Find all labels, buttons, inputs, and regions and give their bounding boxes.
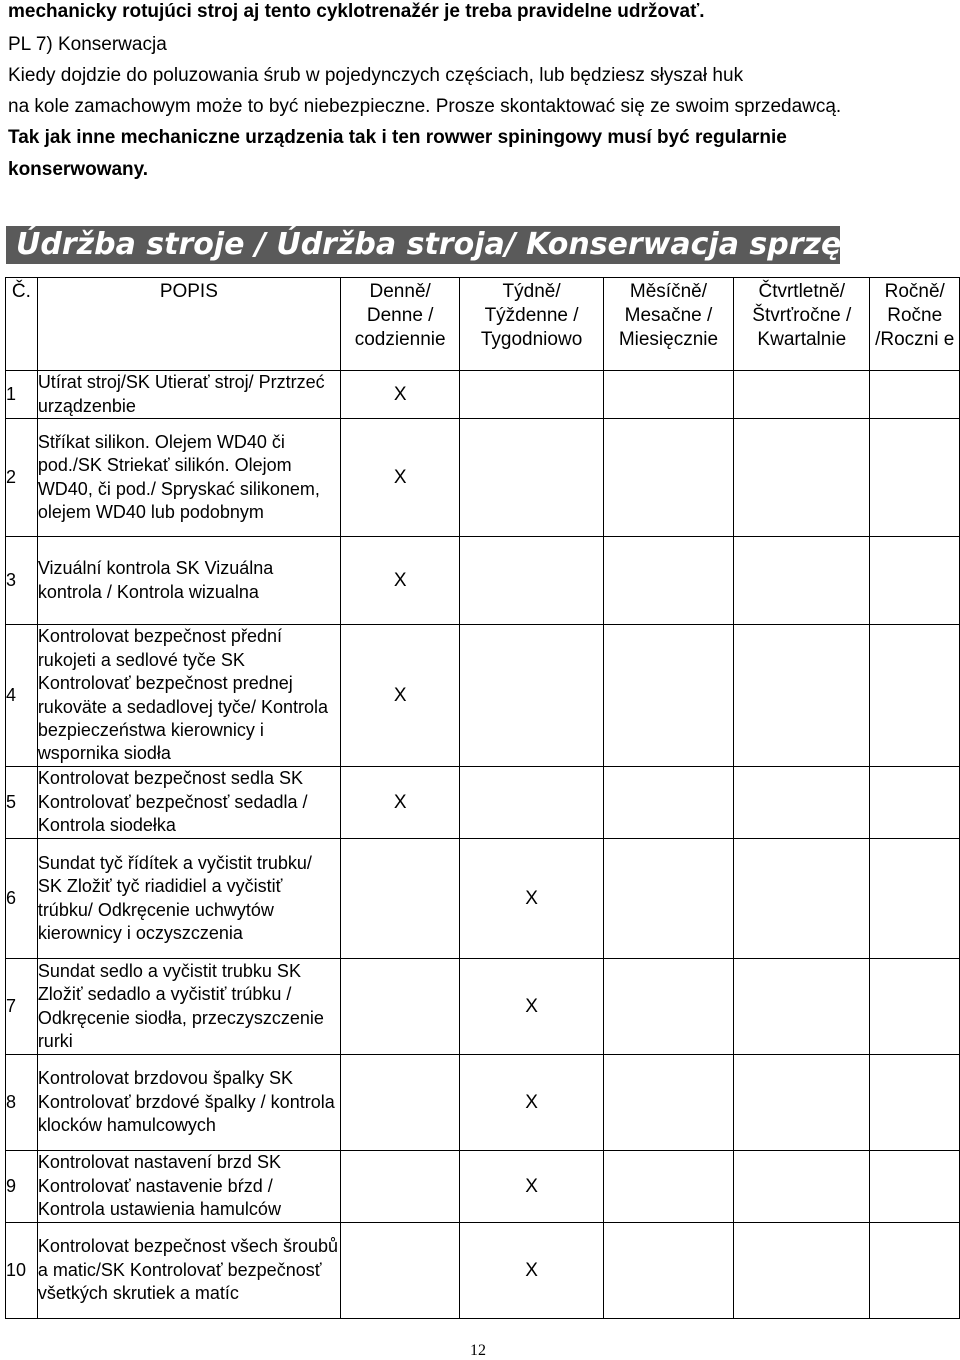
weekly-mark: X <box>460 1055 603 1151</box>
row-description: Stříkat silikon. Olejem WD40 či pod./SK Striekať silikón. Olejom WD40, či pod./ Spryskać silikonem, olejem WD40 lub podobnym <box>37 419 340 537</box>
monthly-mark <box>603 1055 733 1151</box>
header-monthly: Měsíčně/ Mesačne / Miesięcznie <box>603 278 733 371</box>
intro-line-3: Kiedy dojdzie do poluzowania śrub w pojedynczych częściach, lub będziesz słyszał huk <box>8 65 744 86</box>
weekly-mark: X <box>460 1151 603 1223</box>
weekly-mark <box>460 767 603 839</box>
monthly-mark <box>603 371 733 419</box>
yearly-mark <box>870 625 960 767</box>
header-number: Č. <box>6 278 38 371</box>
row-number: 7 <box>6 959 38 1055</box>
monthly-mark <box>603 419 733 537</box>
table-row <box>6 767 960 839</box>
table-row <box>6 371 960 419</box>
monthly-mark <box>603 767 733 839</box>
row-description: Sundat tyč řídítek a vyčistit trubku/ SK Zložiť tyč riadidiel a vyčistiť trúbku/ Odkręcenie uchwytów kierownicy i oczyszczenia <box>37 839 340 959</box>
table-row <box>6 419 960 537</box>
quarterly-mark <box>734 767 870 839</box>
monthly-mark <box>603 839 733 959</box>
weekly-mark: X <box>460 959 603 1055</box>
row-description: Sundat sedlo a vyčistit trubku SK Zložiť sedadlo a vyčistiť trúbku / Odkręcenie siodła, przeczyszczenie rurki <box>37 959 340 1055</box>
quarterly-mark <box>734 537 870 625</box>
header-description: POPIS <box>37 278 340 371</box>
row-number: 1 <box>6 371 38 419</box>
monthly-mark <box>603 537 733 625</box>
header-yearly: Ročně/ Ročne /Roczni e <box>870 278 960 371</box>
table-row <box>6 839 960 959</box>
row-number: 5 <box>6 767 38 839</box>
daily-mark <box>340 959 460 1055</box>
daily-mark: X <box>340 419 460 537</box>
row-description: Kontrolovat brzdovou špalky SK Kontrolovať brzdové špalky / kontrola klocków hamulcowych <box>37 1055 340 1151</box>
row-description: Kontrolovat nastavení brzd SK Kontrolovať nastavenie bŕzd / Kontrola ustawienia hamulców <box>37 1151 340 1223</box>
yearly-mark <box>870 419 960 537</box>
row-description: Kontrolovat bezpečnost sedla SK Kontrolovať bezpečnosť sedadla / Kontrola siodełka <box>37 767 340 839</box>
monthly-mark <box>603 1223 733 1319</box>
table-row <box>6 1223 960 1319</box>
table-row <box>6 625 960 767</box>
weekly-mark: X <box>460 839 603 959</box>
monthly-mark <box>603 959 733 1055</box>
row-description: Kontrolovat bezpečnost všech šroubů a matic/SK Kontrolovať bezpečnosť všetkých skrutiek a matíc <box>37 1223 340 1319</box>
yearly-mark <box>870 767 960 839</box>
header-daily: Denně/ Denne / codziennie <box>340 278 460 371</box>
row-number: 3 <box>6 537 38 625</box>
quarterly-mark <box>734 625 870 767</box>
daily-mark <box>340 1151 460 1223</box>
yearly-mark <box>870 1223 960 1319</box>
monthly-mark <box>603 625 733 767</box>
weekly-mark <box>460 419 603 537</box>
header-quarterly: Čtvrtletně/ Štvrťročne / Kwartalnie <box>734 278 870 371</box>
yearly-mark <box>870 537 960 625</box>
row-number: 2 <box>6 419 38 537</box>
yearly-mark <box>870 1151 960 1223</box>
intro-line-5: Tak jak inne mechaniczne urządzenia tak i ten rowwer spiningowy musí być regularnie <box>8 127 787 148</box>
section-banner <box>6 226 878 264</box>
intro-line-6: konserwowany. <box>8 159 149 180</box>
intro-line-2: PL 7) Konserwacja <box>8 34 167 55</box>
weekly-mark: X <box>460 1223 603 1319</box>
quarterly-mark <box>734 371 870 419</box>
row-description: Vizuální kontrola SK Vizuálna kontrola / Kontrola wizualna <box>37 537 340 625</box>
table-row <box>6 537 960 625</box>
monthly-mark <box>603 1151 733 1223</box>
table-row <box>6 1151 960 1223</box>
row-description: Utírat stroj/SK Utierať stroj/ Prztrzeć urządzenbie <box>37 371 340 419</box>
table-row <box>6 959 960 1055</box>
yearly-mark <box>870 1055 960 1151</box>
quarterly-mark <box>734 1151 870 1223</box>
quarterly-mark <box>734 1055 870 1151</box>
daily-mark <box>340 839 460 959</box>
header-weekly: Týdně/ Týždenne / Tygodniowo <box>460 278 603 371</box>
row-description: Kontrolovat bezpečnost přední rukojeti a sedlové tyče SK Kontrolovať bezpečnost prednej rukoväte a sedadlovej tyče/ Kontrola bezpieczeństwa kierownicy i wspornika siodła <box>37 625 340 767</box>
quarterly-mark <box>734 419 870 537</box>
weekly-mark <box>460 371 603 419</box>
intro-line-1: mechanicky rotujúci stroj aj tento cyklotrenažér je treba pravidelne udržovať. <box>8 1 705 22</box>
weekly-mark <box>460 625 603 767</box>
daily-mark <box>340 1223 460 1319</box>
weekly-mark <box>460 537 603 625</box>
quarterly-mark <box>734 839 870 959</box>
row-number: 8 <box>6 1055 38 1151</box>
table-row <box>6 1055 960 1151</box>
maintenance-table <box>5 277 960 1319</box>
intro-line-4: na kole zamachowym może to być niebezpieczne. Prosze skontaktować się ze swoim sprzedawcą. <box>8 96 842 117</box>
page-number: 12 <box>470 1342 486 1359</box>
yearly-mark <box>870 371 960 419</box>
row-number: 9 <box>6 1151 38 1223</box>
row-number: 4 <box>6 625 38 767</box>
table-header-row <box>6 278 960 371</box>
daily-mark <box>340 1055 460 1151</box>
quarterly-mark <box>734 959 870 1055</box>
daily-mark: X <box>340 537 460 625</box>
row-number: 10 <box>6 1223 38 1319</box>
daily-mark: X <box>340 371 460 419</box>
yearly-mark <box>870 839 960 959</box>
row-number: 6 <box>6 839 38 959</box>
quarterly-mark <box>734 1223 870 1319</box>
daily-mark: X <box>340 767 460 839</box>
daily-mark: X <box>340 625 460 767</box>
section-title: Údržba stroje / Údržba stroja/ Konserwacja sprzętu <box>16 227 878 262</box>
yearly-mark <box>870 959 960 1055</box>
